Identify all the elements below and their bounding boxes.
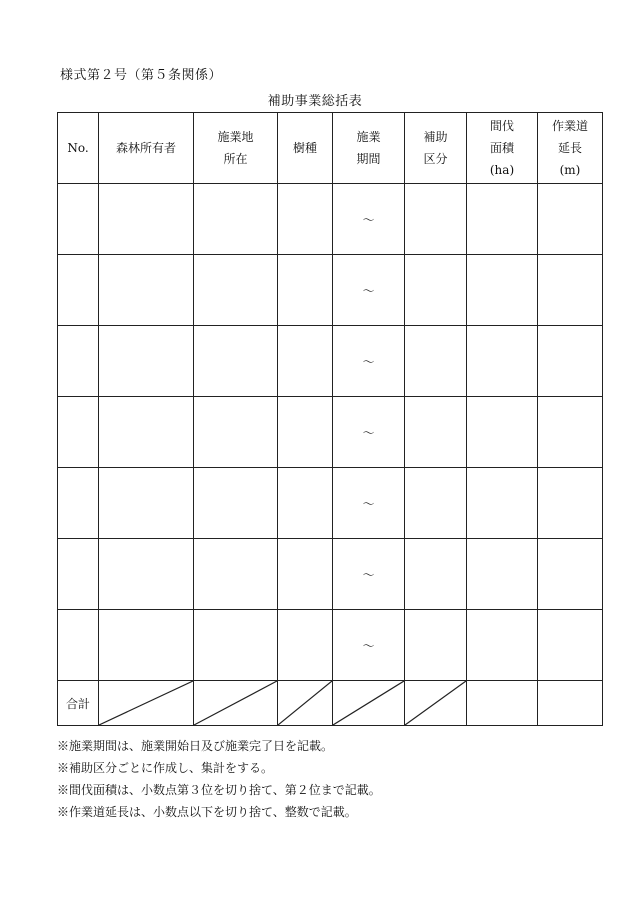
col-header-road-length: 作業道 延長 (m)	[538, 113, 603, 184]
cell-period[interactable]	[333, 468, 405, 539]
cell-species[interactable]	[278, 539, 333, 610]
cell-no[interactable]	[58, 326, 99, 397]
col-header-species: 樹種	[278, 113, 333, 184]
table-row	[58, 184, 603, 255]
form-number: 様式第２号（第５条関係）	[60, 68, 223, 83]
col-header-location: 施業地 所在	[194, 113, 278, 184]
note-line: ※間伐面積は、小数点第３位を切り捨て、第２位まで記載。	[57, 783, 381, 797]
table-row	[58, 255, 603, 326]
cell-road-length[interactable]	[538, 468, 603, 539]
cell-thinning-area[interactable]	[467, 539, 538, 610]
cell-no[interactable]	[58, 184, 99, 255]
cell-period[interactable]	[333, 539, 405, 610]
cell-species[interactable]	[278, 468, 333, 539]
table-row	[58, 326, 603, 397]
period-separator: ～	[362, 283, 375, 298]
cell-owner[interactable]	[99, 184, 194, 255]
cell-category[interactable]	[405, 610, 467, 681]
col-header-category: 補助 区分	[405, 113, 467, 184]
period-separator: ～	[362, 354, 375, 369]
cell-species[interactable]	[278, 610, 333, 681]
cell-thinning-area[interactable]	[467, 468, 538, 539]
cell-category[interactable]	[405, 468, 467, 539]
cell-no[interactable]	[58, 610, 99, 681]
period-separator: ～	[362, 638, 375, 653]
cell-location[interactable]	[194, 610, 278, 681]
table-row	[58, 610, 603, 681]
period-separator: ～	[362, 212, 375, 227]
cell-thinning-area[interactable]	[467, 184, 538, 255]
cell-species[interactable]	[278, 397, 333, 468]
cell-road-length[interactable]	[538, 326, 603, 397]
cell-location[interactable]	[194, 397, 278, 468]
cell-category[interactable]	[405, 255, 467, 326]
period-separator: ～	[362, 496, 375, 511]
cell-owner[interactable]	[99, 326, 194, 397]
cell-species[interactable]	[278, 184, 333, 255]
period-separator: ～	[362, 567, 375, 582]
table-title: 補助事業総括表	[267, 94, 363, 109]
cell-thinning-area[interactable]	[467, 397, 538, 468]
total-period-cell-slashed	[333, 681, 405, 726]
cell-owner[interactable]	[99, 397, 194, 468]
cell-period[interactable]	[333, 255, 405, 326]
col-header-no: No.	[58, 113, 99, 184]
total-location-cell-slashed	[194, 681, 278, 726]
table-row	[58, 539, 603, 610]
notes	[57, 735, 381, 823]
cell-no[interactable]	[58, 255, 99, 326]
cell-no[interactable]	[58, 397, 99, 468]
cell-road-length[interactable]	[538, 184, 603, 255]
col-header-period: 施業 期間	[333, 113, 405, 184]
cell-thinning-area[interactable]	[467, 326, 538, 397]
table-row	[58, 468, 603, 539]
cell-species[interactable]	[278, 326, 333, 397]
cell-thinning-area[interactable]	[467, 255, 538, 326]
cell-road-length[interactable]	[538, 397, 603, 468]
cell-owner[interactable]	[99, 539, 194, 610]
total-row	[58, 681, 603, 726]
cell-period[interactable]	[333, 326, 405, 397]
cell-location[interactable]	[194, 468, 278, 539]
total-category-cell-slashed	[405, 681, 467, 726]
period-separator: ～	[362, 425, 375, 440]
cell-no[interactable]	[58, 539, 99, 610]
cell-owner[interactable]	[99, 610, 194, 681]
cell-road-length[interactable]	[538, 255, 603, 326]
cell-period[interactable]	[333, 184, 405, 255]
cell-period[interactable]	[333, 610, 405, 681]
header-row	[58, 113, 603, 184]
cell-location[interactable]	[194, 255, 278, 326]
note-line: ※作業道延長は、小数点以下を切り捨て、整数で記載。	[57, 805, 357, 819]
cell-location[interactable]	[194, 326, 278, 397]
cell-owner[interactable]	[99, 468, 194, 539]
cell-category[interactable]	[405, 397, 467, 468]
summary-table	[57, 112, 603, 726]
cell-category[interactable]	[405, 539, 467, 610]
cell-location[interactable]	[194, 184, 278, 255]
cell-category[interactable]	[405, 326, 467, 397]
cell-location[interactable]	[194, 539, 278, 610]
total-road-length-cell[interactable]	[538, 681, 603, 726]
cell-road-length[interactable]	[538, 539, 603, 610]
total-label: 合計	[58, 681, 99, 726]
col-header-thinning-area: 間伐 面積 (ha)	[467, 113, 538, 184]
cell-species[interactable]	[278, 255, 333, 326]
note-line: ※補助区分ごとに作成し、集計をする。	[57, 761, 274, 775]
total-owner-cell-slashed	[99, 681, 194, 726]
cell-category[interactable]	[405, 184, 467, 255]
col-header-owner: 森林所有者	[99, 113, 194, 184]
total-species-cell-slashed	[278, 681, 333, 726]
cell-owner[interactable]	[99, 255, 194, 326]
cell-no[interactable]	[58, 468, 99, 539]
note-line: ※施業期間は、施業開始日及び施業完了日を記載。	[57, 739, 334, 753]
cell-road-length[interactable]	[538, 610, 603, 681]
cell-thinning-area[interactable]	[467, 610, 538, 681]
cell-period[interactable]	[333, 397, 405, 468]
total-thinning-area-cell[interactable]	[467, 681, 538, 726]
table-row	[58, 397, 603, 468]
